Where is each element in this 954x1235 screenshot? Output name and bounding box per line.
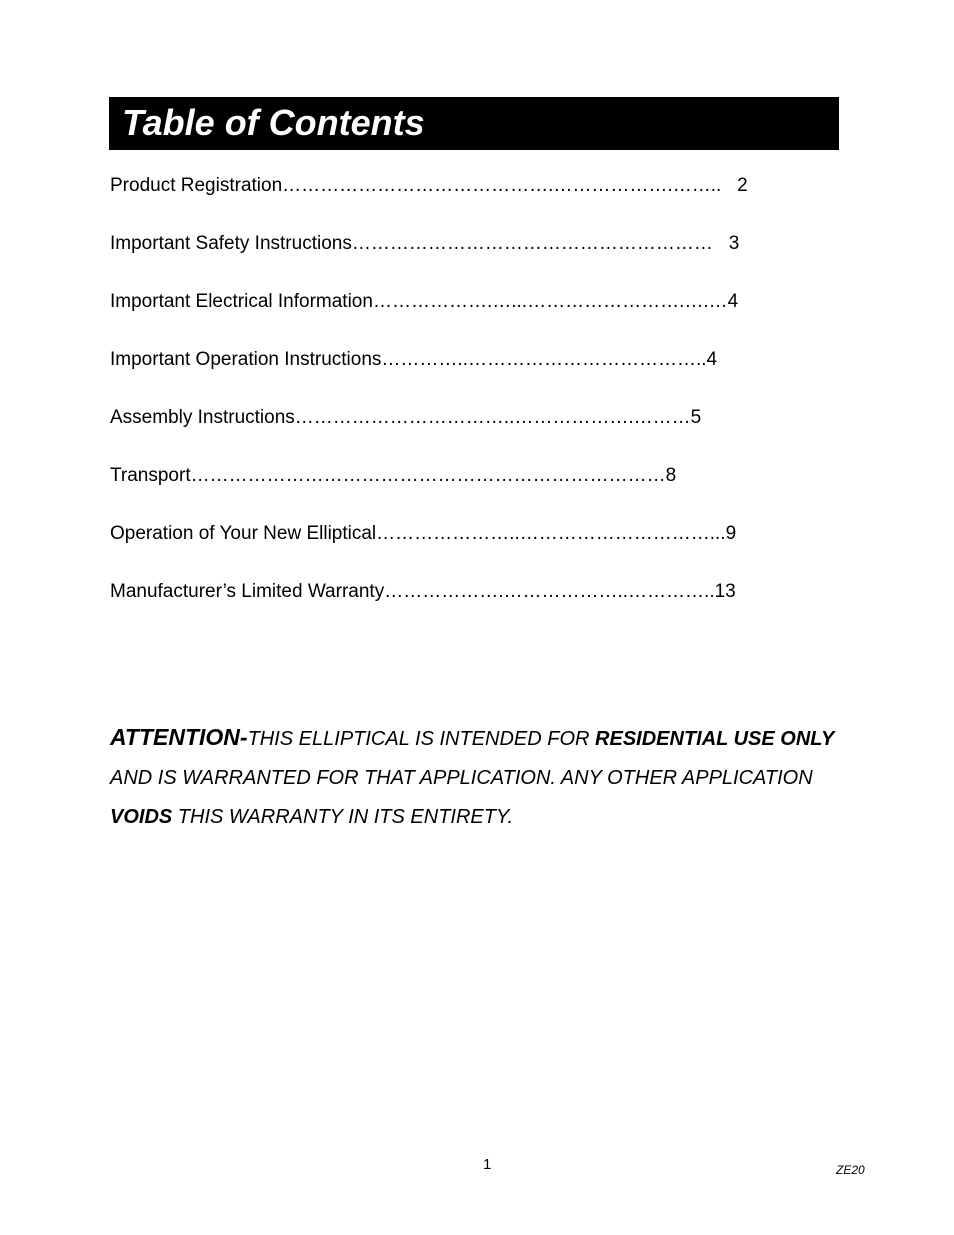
toc-entry-page: 8 (665, 465, 677, 486)
toc-entry-page: 13 (714, 581, 736, 602)
toc-entry-label: Important Safety Instructions (110, 233, 352, 254)
toc-entry-electrical-information (110, 288, 850, 346)
toc-entry-product-registration (110, 172, 850, 230)
toc-entry-leader: ……………….………………..………….. (384, 581, 715, 602)
toc-entry-label: Product Registration (110, 175, 283, 196)
toc-entry-page: 3 (728, 233, 740, 254)
toc-entry-leader: ………………………………………………………………… (190, 465, 666, 486)
toc-entry-label: Manufacturer’s Limited Warranty (110, 581, 385, 602)
notice-lead: ATTENTION- (110, 724, 248, 750)
residential-use-notice (110, 718, 850, 837)
toc-entry-leader: ……………….…...…………………….….… (372, 291, 728, 312)
notice-text: THIS WARRANTY IN ITS ENTIRETY. (172, 806, 514, 828)
toc-entry-safety-instructions (110, 230, 850, 288)
toc-entry-page: 4 (727, 291, 739, 312)
toc-entry-assembly-instructions (110, 404, 850, 462)
toc-entry-transport (110, 462, 850, 520)
table-of-contents (110, 172, 850, 636)
model-code: ZE20 (836, 1163, 865, 1177)
toc-entry-operation-instructions (110, 346, 850, 404)
toc-entry-gap: . (701, 349, 707, 370)
toc-entry-leader: ……………………………..……………….……… (294, 407, 691, 428)
notice-emphasis: VOIDS (110, 806, 173, 828)
toc-entry-label: Important Operation Instructions (110, 349, 382, 370)
toc-entry-page: 4 (706, 349, 718, 370)
toc-entry-leader: …………………………………….……………….…….. (282, 175, 722, 196)
notice-text: THIS ELLIPTICAL IS INTENDED FOR (247, 728, 596, 750)
toc-entry-label: Assembly Instructions (110, 407, 295, 428)
toc-entry-page: 5 (690, 407, 702, 428)
title-banner (109, 97, 839, 150)
toc-entry-label: Transport (110, 465, 191, 486)
notice-text: AND IS WARRANTED FOR THAT APPLICATION. ANY OTHER APPLICATION (110, 767, 813, 789)
toc-entry-operation-elliptical (110, 520, 850, 578)
toc-entry-gap (713, 233, 729, 254)
toc-entry-page: 2 (737, 175, 748, 196)
toc-entry-label: Operation of Your New Elliptical (110, 523, 377, 544)
page-title: Table of Contents (122, 102, 425, 143)
toc-entry-page: 9 (725, 523, 737, 544)
toc-entry-label: Important Electrical Information (110, 291, 373, 312)
toc-entry-leader: ………………………………………………… (351, 233, 713, 254)
toc-entry-limited-warranty (110, 578, 850, 636)
page-number: 1 (483, 1156, 492, 1173)
notice-emphasis: RESIDENTIAL USE ONLY (595, 728, 835, 750)
toc-entry-leader: …………………..…………………………... (376, 523, 726, 544)
toc-entry-gap (721, 175, 737, 196)
toc-entry-leader: …………..………………………………. (381, 349, 702, 370)
